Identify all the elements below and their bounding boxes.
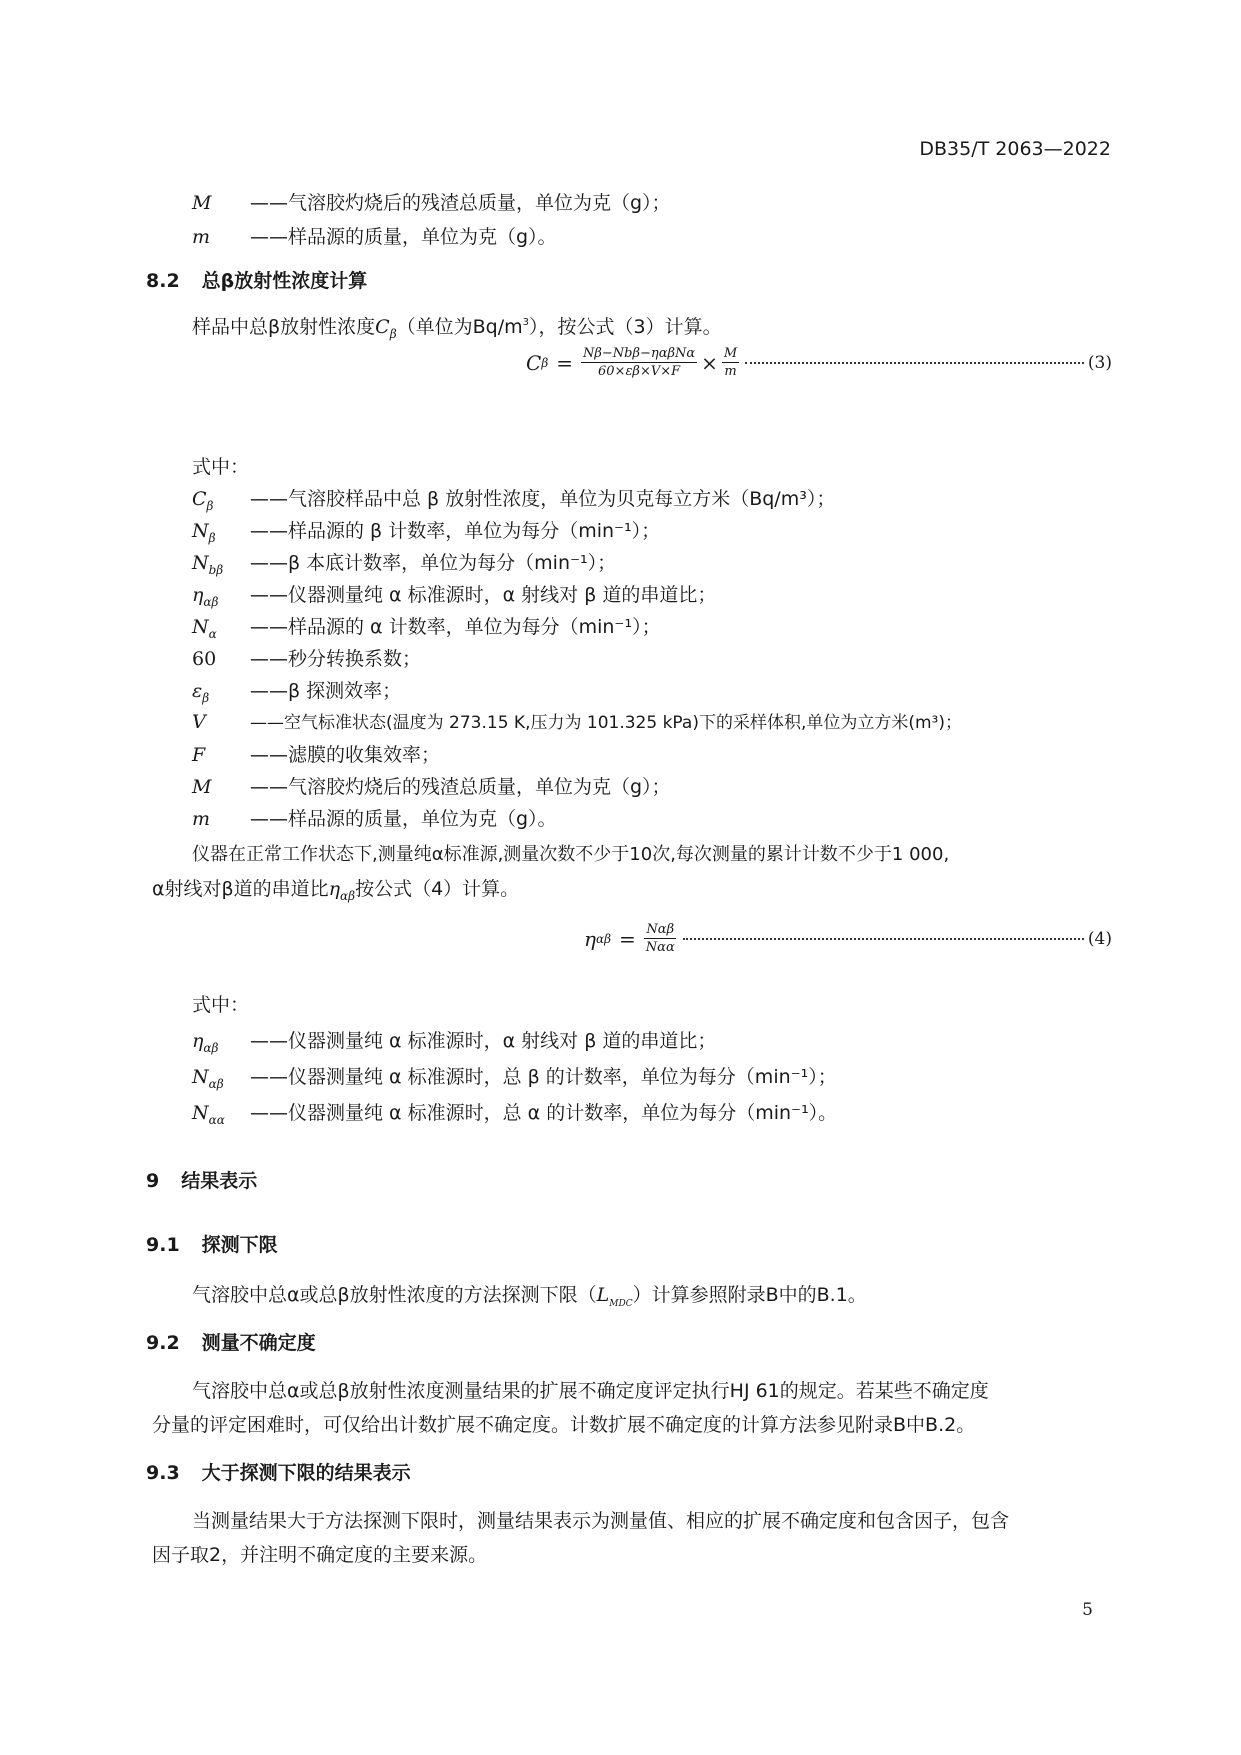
section-number: 9.3 [146,1462,180,1484]
def-symbol: M [192,192,212,214]
section-9-3-heading [146,1458,411,1485]
def-line [192,1026,716,1055]
eq4-leader-dots [683,937,1084,940]
intro-symbol-sub: β [389,327,397,341]
section-9-2-heading [146,1328,316,1355]
def-symbol-sub: bβ [208,563,224,577]
eq3-leader-dots [745,361,1084,364]
def-text: ——空气标准状态(温度为 273.15 K,压力为 101.325 kPa)下的采样体积,单位为立方米(m³)； [250,713,963,733]
def-symbol-sub: αβ [203,595,219,609]
intro-symbol: C [375,316,390,338]
eq3-numerator: Nβ−Nbβ−ηαβNα [583,346,696,361]
para2-text: α射线对β道的串道比 [152,878,329,900]
section-title: 大于探测下限的结果表示 [201,1462,411,1484]
def-text: ——β 探测效率； [250,680,402,702]
s91-symbol-sub: MDC [609,1299,633,1309]
s91-text-a: 气溶胶中总α或总β放射性浓度的方法探测下限（ [192,1284,597,1306]
def-line [192,484,835,513]
def-symbol: m [192,226,211,248]
eq4-denominator: Nαα [645,940,675,955]
intro-unit: （单位为Bq/m [396,316,523,338]
def-line-m-top [192,222,557,249]
def-text: ——β 本底计数率，单位为每分（min⁻¹）； [250,552,617,574]
def-symbol: V [192,711,206,733]
where-label: 式中： [192,456,250,478]
def-text: ——仪器测量纯 α 标准源时，总 β 的计数率，单位为每分（min⁻¹）； [250,1066,837,1088]
def-text: ——气溶胶样品中总 β 放射性浓度，单位为贝克每立方米（Bq/m³）； [250,488,836,510]
equation-3 [526,346,1112,379]
def-symbol: F [192,744,206,766]
intro-text: 样品中总β放射性浓度 [192,316,376,338]
def-symbol-sub: αβ [208,1077,224,1091]
def-line [192,548,616,577]
eq3-times: × [701,350,718,375]
def-text: ——气溶胶灼烧后的残渣总质量，单位为克（g）； [250,776,671,798]
where-label-2: 式中： [192,994,250,1016]
def-text: ——滤膜的收集效率； [250,744,441,766]
eq3-fraction-2 [722,346,739,379]
eq3-equals: = [556,350,574,375]
section-8-2-intro [192,312,722,341]
def-text: ——仪器测量纯 α 标准源时，α 射线对 β 道的串道比； [250,584,717,606]
def-symbol-sub: αα [208,1113,225,1127]
def-text: ——仪器测量纯 α 标准源时，α 射线对 β 道的串道比； [250,1030,717,1052]
def-symbol: 60 [192,648,217,670]
section-9-1-heading [146,1230,278,1257]
section-9-3-line2: 因子取2，并注明不确定度的主要来源。 [152,1544,488,1566]
section-9-2-line2: 分量的评定困难时，可仅给出计数扩展不确定度。计数扩展不确定度的计算方法参见附录B中B.2。 [152,1414,976,1436]
def-line [192,804,557,833]
eq4-numerator: Nαβ [646,922,675,937]
section-number: 9 [146,1170,160,1192]
eq4-fraction [644,922,677,955]
crosstalk-para-line2 [152,874,519,903]
def-symbol: η [192,584,204,606]
def-line [192,740,440,769]
def-symbol: M [192,776,212,798]
def-line [192,1098,837,1127]
section-9-2-line1: 气溶胶中总α或总β放射性浓度测量结果的扩展不确定度评定执行HJ 61的规定。若某些不确定度 [192,1380,989,1402]
intro-tail: ），按公式（3）计算。 [529,316,722,338]
def-text: ——样品源的 β 计数率，单位为每分（min⁻¹）； [250,520,661,542]
eq3-lhs: C [526,350,542,375]
para2-symbol-sub: αβ [340,889,356,903]
def-symbol-sub: αβ [203,1041,219,1055]
eq3-denominator-2: m [724,364,737,379]
def-line [192,644,421,673]
eq4-equals: = [619,926,636,951]
eq3-label: (3) [1087,352,1112,373]
section-9-3-line1: 当测量结果大于方法探测下限时，测量结果表示为测量值、相应的扩展不确定度和包含因子，包含 [192,1510,1010,1532]
def-line-M-top [192,188,671,215]
def-symbol: C [192,488,207,510]
para2-tail: 按公式（4）计算。 [355,878,520,900]
section-8-2-heading [146,266,367,293]
eq3-fraction-1 [581,346,697,379]
def-symbol: N [192,1102,209,1124]
section-9-1-text [192,1280,867,1309]
def-symbol: η [192,1030,204,1052]
intro-unit-sup: 3 [522,317,530,328]
def-symbol: N [192,520,209,542]
def-symbol: N [192,616,209,638]
def-symbol-sub: β [202,691,210,705]
eq3-denominator: 60×εβ×V×F [598,364,681,379]
def-line [192,612,661,641]
def-text: ——样品源的质量，单位为克（g）。 [250,808,557,830]
section-title: 结果表示 [181,1170,258,1192]
section-number: 9.1 [146,1234,180,1256]
section-9-heading [146,1166,257,1193]
eq3-lhs-sub: β [541,355,549,370]
def-text: ——仪器测量纯 α 标准源时，总 α 的计数率，单位为每分（min⁻¹）。 [250,1102,838,1124]
def-symbol: N [192,552,209,574]
eq4-label: (4) [1087,928,1112,949]
eq4-lhs: η [584,926,596,951]
doc-code: DB35/T 2063—2022 [919,138,1111,160]
def-symbol: ε [192,680,203,702]
def-line [192,708,962,736]
def-line [192,676,401,705]
def-line [192,516,660,545]
def-text: ——气溶胶灼烧后的残渣总质量，单位为克（g）； [250,192,671,214]
def-symbol-sub: β [206,499,214,513]
def-line [192,772,671,801]
def-line [192,1062,837,1091]
eq4-lhs-sub: αβ [595,931,612,946]
def-symbol: m [192,808,211,830]
section-number: 9.2 [146,1332,180,1354]
eq3-numerator-2: M [723,346,738,361]
crosstalk-para-line1: 仪器在正常工作状态下,测量纯α标准源,测量次数不少于10次,每次测量的累计计数不少于1 000, [192,844,950,865]
def-line [192,580,716,609]
equation-4 [584,922,1112,955]
page-number: 5 [1082,1600,1093,1620]
def-text: ——样品源的 α 计数率，单位为每分（min⁻¹）； [250,616,661,638]
s91-symbol: L [596,1284,610,1306]
def-text: ——秒分转换系数； [250,648,422,670]
def-symbol: N [192,1066,209,1088]
s91-text-b: ）计算参照附录B中的B.1。 [632,1284,867,1306]
section-title: 探测下限 [201,1234,278,1256]
def-text: ——样品源的质量，单位为克（g）。 [250,226,557,248]
section-title: 总β放射性浓度计算 [201,270,368,292]
def-symbol-sub: α [208,627,217,641]
section-title: 测量不确定度 [201,1332,316,1354]
para2-symbol: η [328,878,341,900]
def-symbol-sub: β [208,531,216,545]
section-number: 8.2 [146,270,180,292]
